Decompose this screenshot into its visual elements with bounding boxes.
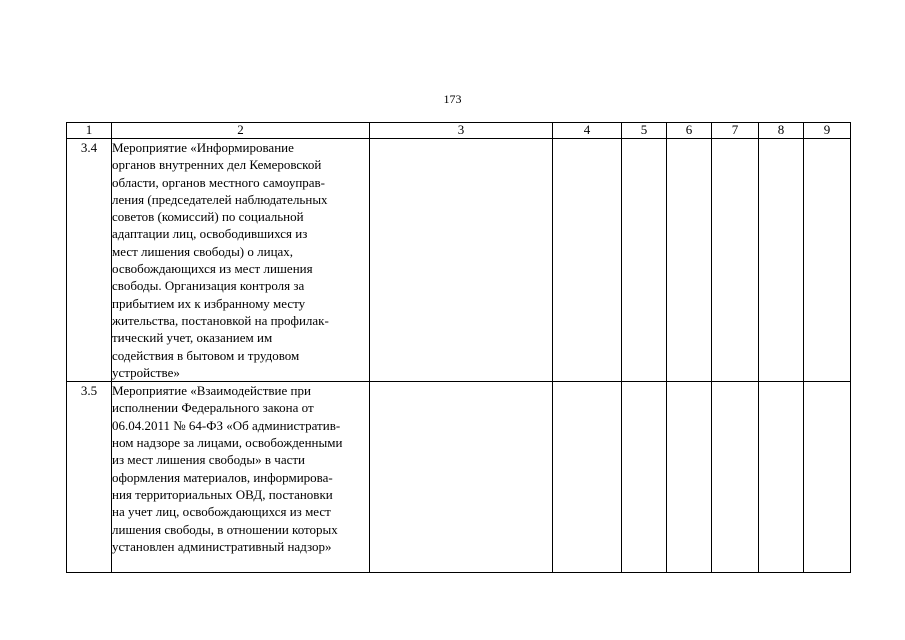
empty-cell-col-4 xyxy=(553,382,622,573)
empty-cell-col-5 xyxy=(622,139,667,382)
description-line: ления (председателей наблюдательных xyxy=(112,191,328,207)
table-row xyxy=(67,382,851,573)
header-col-2: 2 xyxy=(112,123,370,139)
header-col-3: 3 xyxy=(370,123,553,139)
header-col-1: 1 xyxy=(67,123,112,139)
empty-cell-col-7 xyxy=(712,139,759,382)
empty-cell-col-5 xyxy=(622,382,667,573)
empty-cell-col-9 xyxy=(804,382,851,573)
description-line: ния территориальных ОВД, постановки xyxy=(112,486,333,502)
activity-description xyxy=(112,382,370,573)
row-number: 3.4 xyxy=(67,139,112,382)
header-col-5: 5 xyxy=(622,123,667,139)
empty-cell-col-7 xyxy=(712,382,759,573)
header-col-8: 8 xyxy=(759,123,804,139)
description-line: исполнении Федерального закона от xyxy=(112,400,314,416)
description-line: освобождающихся из мест лишения xyxy=(112,261,313,277)
empty-cell-col-8 xyxy=(759,382,804,573)
page-number: 173 xyxy=(443,92,462,106)
description-line: тический учет, оказанием им xyxy=(112,330,273,346)
header-col-6: 6 xyxy=(667,123,712,139)
description-line: из мест лишения свободы» в части xyxy=(112,452,305,468)
description-line: органов внутренних дел Кемеровской xyxy=(112,157,322,173)
description-line: установлен административный надзор» xyxy=(112,538,332,554)
description-line: содействия в бытовом и трудовом xyxy=(112,347,300,363)
description-line: области, органов местного самоуправ- xyxy=(112,174,326,190)
header-row xyxy=(67,123,851,139)
activity-description xyxy=(112,139,370,382)
activities-table xyxy=(66,122,851,573)
row-number: 3.5 xyxy=(67,382,112,573)
description-line: жительства, постановкой на профилак- xyxy=(112,312,329,328)
description-line: лишения свободы, в отношении которых xyxy=(112,521,338,537)
description-line: оформления материалов, информирова- xyxy=(112,469,333,485)
description-line: прибытием их к избранному месту xyxy=(112,295,306,311)
description-line: советов (комиссий) по социальной xyxy=(112,209,304,225)
empty-cell-col-3 xyxy=(370,382,553,573)
table-row xyxy=(67,139,851,382)
description-line: на учет лиц, освобождающихся из мест xyxy=(112,504,331,520)
header-col-7: 7 xyxy=(712,123,759,139)
header-col-9: 9 xyxy=(804,123,851,139)
description-line: свободы. Организация контроля за xyxy=(112,278,305,294)
empty-cell-col-4 xyxy=(553,139,622,382)
empty-cell-col-9 xyxy=(804,139,851,382)
description-line: Мероприятие «Взаимодействие при xyxy=(112,383,311,399)
description-line: мест лишения свободы) о лицах, xyxy=(112,243,294,259)
empty-cell-col-8 xyxy=(759,139,804,382)
empty-cell-col-6 xyxy=(667,139,712,382)
description-line: 06.04.2011 № 64-ФЗ «Об административ- xyxy=(112,417,341,433)
header-col-4: 4 xyxy=(553,123,622,139)
empty-cell-col-3 xyxy=(370,139,553,382)
empty-cell-col-6 xyxy=(667,382,712,573)
description-line: адаптации лиц, освободившихся из xyxy=(112,226,308,242)
description-line: Мероприятие «Информирование xyxy=(112,140,294,155)
description-line: ном надзоре за лицами, освобожденными xyxy=(112,435,343,451)
description-line: устройстве» xyxy=(112,364,180,380)
